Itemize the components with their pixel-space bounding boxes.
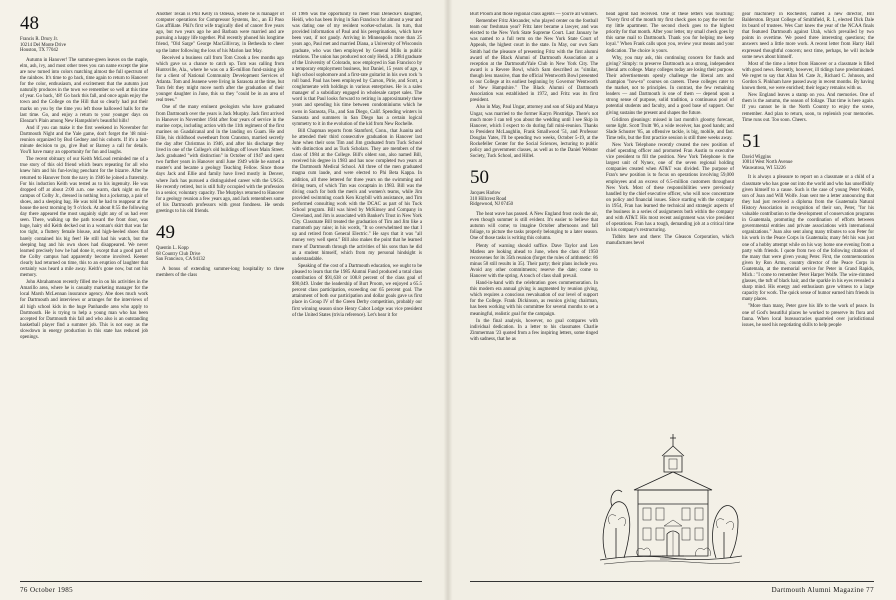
class-secretary-address-49: Quentin L. Kopp 68 Country Club Drive San Francisco, CA 94132 [156,246,206,263]
paragraph: "More than many, Peter gave his life to the work of peace. In one of God's beautiful places he worked to preserve its flora and fauna. When local bureaucracies quarreled over jurisdictional issues, he used his negotiating skills to help people [742,304,874,328]
class-number-50: 50 [470,167,489,189]
right-column-3 [742,12,874,572]
paragraph: Another Texan is Phil Kelly in Odessa, where he is manager of computer operations for Compressor Systems, Inc., an El Paso Gas affiliate. Phil's first wife tragically died of cancer five years ago, but two years ago he and Barbara were married and are pursuing a happy life together. Phil recently phoned his longtime friend, "Old Sarge" George MacGillivray, in Bethesda to cheer up the latter following the loss of his Marion last May. [156,12,284,54]
paragraph: A bonus of extending summer-long hospitality to three members of the class [156,266,284,278]
footer-rule [20,581,422,582]
right-column-1 [470,12,598,572]
paragraph: And if you can make it the first weekend in November for Dartmouth Night and the Yale game, don't forget the '48 mini-reunion organized by Bud Gedney and his cohorts. If it's a last-minute decision to go, give Bud or Barney a call for details. You'll have many an opportunity for fun and laughs. [20,125,148,156]
paragraph: Plenty of warning should suffice. Dave Taylor and Len Matless are looking ahead to June, when the class of 1950 reconvenes for its 35th reunion (forget the rules of arithmetic: 86 minus 50 still results in 35). Their party; their plans include you. Avoid any other commitments; reserve the date; come to Hanover with the spring. A touch of class shall prevail. [470,243,598,279]
paragraph: Gridiron gleanings: missed in last month's gloomy forecast, some light. Scott Truitt '86, a wide receiver, has good hands; and Slade Schuster '85, an offensive tackle, is big, mobile, and fast. Time tells, but the first practice session is still three weeks away. [606,117,734,141]
paragraph: head agent had received. One of these letters was touching: "Every first of the month my first check goes to pay the rent for my little apartment. The second check goes to the highest priority for that month. After your letter, my small check goes by this same mail to Dartmouth. Thank you for helping me keep loyal." When Frank calls upon you, review your means and your dedication. The choice is yours. [606,12,734,54]
paragraph: Why, you may ask, this continuing concern for funds and giving? Simply: to preserve Dartmouth as a strong, independent liberal arts college. Many colleges today are losing their purpose. Their advertisements openly challenge the liberal arts and champion "how-to" courses on careers. These colleges cater to the market, not to principles. In contrast, the few remaining leaders — and Dartmouth is one of them — depend upon a strong sense of purpose, solid tradition, a continuous pool of potential students and faculty, and a good base of support. Our giving sustains the present and shapes the future. [606,55,734,116]
paragraph: Also in May, Paul Ungar, attorney and son of Skip and Manya Ungar, was married to the former Karyn Pinstridge. There's not much more I can tell you about the wedding until I see Skip in Hanover, which I expect to do during fall mini-reunion. Thanks to President McLaughlin, Frank Smallwood '51, and Professor Douglas Yates, I'll be spending two weeks, October 5-19, at the Rockefeller Center for the Social Sciences, lecturing to public policy and government classes, as well as to the Daniel Webster Society, Tuck School, and Hillel. [470,105,598,160]
paragraph: It is always a pleasure to report on a classmate or a child of a classmate who has gone out into the world and who has unselfishly given himself to a cause. Such is the case of young Peter Wolfe, son of Joan and Will Wolfe. Joan sent me a letter announcing that they had just received a diploma from the Guatemala Natural History Association in recognition of their son, Peter, "for his valuable contribution to the development of conservation programs in Guatemala, promoting the coordination of efforts between governmental entities and private associations with international organizations." Joan also sent along many tributes to son Peter for his work in the Peace Corps in Guatemala; many felt his was just one of a hobby attempt while on his way home one evening from a party with friends. I quote from two of the following citations of the many that were given young Peter. First, the commemoration given by Ron Arms, country director of the Peace Corps in Guatemala, at the memorial service for Peter in Grand Rapids, Mich.: "I come to remember Peter Harper Wolfe. The wire-rimmed glasses, the tuft of black hair, and the sparkle in his eyes revealed a sharp mind. His energy and enthusiasm gave witness to a large capacity for work. The quick sense of humor earned him friends in many places. [742,175,874,303]
class-secretary-address-48: Francis R. Drury Jr. 10214 Del Monte Drive Houston, TX 77042 [20,37,66,54]
page-folio-left: 76 October 1985 [20,586,74,594]
footer-rule [470,581,874,582]
class-secretary-address-50: Jacques Harlow 310 Hillcrest Road Ridgewood, NJ 07450 [470,191,514,208]
class-number-49: 49 [156,222,175,244]
class-number-51: 51 [742,130,761,152]
left-column-2 [156,12,284,572]
left-column-1 [20,12,148,572]
paragraph: Remember Fritz Alexander, who played center on the football team our freshman year? Fritz later became a lawyer, and was elected to the New York State Supreme Court. Last January he was named to a full term on the New York State Court of Appeals, the highest court in the state. In May, our own Sam Smith had the pleasure of presenting Fritz with the first alumni award of the Black Alumni of Dartmouth Association at a reception at the Dartmouth/Yale Club in New York City. The award is a Revere Bowl, which Sam described as "similar, though less massive, than the official Wentworth Bowl presented to our College at its earliest beginning by Governor Wentworth of New Hampshire." The Black Alumni of Dartmouth Association was established in 1972, and Fritz was its first president. [470,19,598,104]
paragraph: The recent obituary of our Keith McLoud reminded me of a true story of this old friend which bears repeating for all who knew him and his fun-loving penchant for the bizarre. After he returned to Hanover from the navy in 1946 he joined a fraternity. For his induction Keith was tested as to his ingenuity. He was dropped off at about 2:00 a.m. one warm, dark night on the campus of Colby Jr., dressed in nothing but a jockstrap, a pair of shoes, and a sleeping bag. He was told he had to reappear at the house the next morning by 9 o'clock. At about 8:55 the following day there appeared the most ungainly sight any of us had ever seen. There, walking up the path toward the front door, was huge, hairy old Keith decked out in a woman's skirt that was far too tight, a fluttery female blouse, and high-heeled shoes that barely contained his big feet! He still had his watch, but the sleeping bag and his own shoes had disappeared. We never learned precisely how he had done it, except that a good part of the Colby campus had apparently become involved. Keener clearly had returned on time, this to an eruption of laughter that certainly was heard a mile away. Keith's gone now, but not his memory. [20,157,148,279]
paragraph: Tidbits here and there: The Gleason Corporation, which manufactures bevel [606,235,734,247]
paragraph: Hand-in-hand with the celebration goes commemoration. In this modern era annual giving is augmented by reunion giving, which requires a conscious reevaluation of our level of support for the College. Frank Dickinson, as reunion giving chairman, has been working with his committee for several months to set a meaningful, realistic goal for the campaign. [470,281,598,317]
page-folio-right: Dartmouth Alumni Magazine 77 [771,586,874,594]
paragraph: Received a business call from Tom Crook a few months ago which gave us a chance to catch up. Tom was calling from Huntsville, Ala., where he was on a $5-million fund-raising job for a client of National Community Development Services of Atlanta. Tom and Jeanene were living in Sarasota at the time, but Tom felt they might move north after the graduation of their younger daughter in June, this so they "could be in an area of real trees." [156,55,284,104]
paragraph: Speaking of the cost of a Dartmouth education, we ought to be pleased to learn that the 1985 Alumni Fund produced a total class contribution of $91,638 or 108.8 percent of the class goal of $90,049. Under the leadership of Burt Proom, we enjoyed a 65.5 percent class participation, exceeding our 65 percent goal. The attainment of both our participation and dollar goals gave us first place in Group IV of the Green Derby competition, probably our first winning season since Henry Cabot Lodge was vice president of the United States (trivia reference). Let's hear it for [292,263,422,318]
paragraph: Bill Chapman reports from Stamford, Conn., that Juanita and he attended their third consecutive graduation in Hanover last June when their sons Tim and Jim graduated from Tuck School with distinction and as Tuck Scholars. They are members of the class of 1984 at the College. Bill's oldest son, also named Bill, received his degree in 1983 and has now completed two years at the Dartmouth Medical School. All three of the men graduated magna cum laude, and were elected to Phi Beta Kappa. In addition, all three lettered for three years on the swimming and diving team, of which Tim was cocaptain in 1983. Bill was the diving coach for both the men's and women's teams, while Jim provided swimming coach Ken Kraybill with assistance, and Tim performed consulting work with the DCAC as part of his Tuck School program. Bill was hired by McKinsey and Company in Cleveland, and Jim is associated with Banker's Trust in New York City. Classmate Bill treated the graduation of Tim and Jim like a mammoth pay raise; in his words, "It so overwhelmed me that I up and retired from General Electric." He says that it was "all money very well spent." Bill also makes the point that he learned more of Dartmouth through the activities of his sons than he did as a student himself, which from my personal hindsight is understandable. [292,128,422,262]
paragraph: One of the many eminent geologists who have graduated from Dartmouth over the years is Jack Murphy. Jack first arrived in Hanover in November 1944 after four years of service in the marine corps, including action with the 11th regiment of the first marines on Guadalcanal and in the landing on Guam. He and Ellie, his childhood sweetheart from Cranston, married secretly the day after Christmas in 1946, and after his discharge they lived in one of the College's old buildings off lower Main Street. Jack graduated "with distinction" in October of 1947 and spent two further years in Hanover until June 1949 while he earned a master's and became a geology Teaching Fellow. Since those days Jack and Ellie and family have lived mostly in Denver, where Jack has pursued a distinguished career with the USGS. He recently retired, but is still fully occupied with the profession in a senior, voluntary capacity. The Murphys returned to Hanover for a geology reunion a few years ago, and Jack remembers some of his Dartmouth professors with great fondness. He sends greetings to his old friends. [156,105,284,214]
paragraph: Most of the time a letter from Hanover or a classmate is filled with good news. Recently, however, ill tidings have predominated. We regret to say that Allan M. Cate Jr., Richard C. Johnson, and Gordon S. Pinkham have passed away in recent months. By having known them, we were enriched; their legacy remains with us. [742,61,874,92]
campus-building-illustration [598,428,744,566]
right-column-2 [606,12,734,432]
class-secretary-address-51: David Wiggins 10014 West North Avenue Wauwatosa, WI 53226 [742,154,793,171]
right-page [448,0,896,600]
paragraph: gear machinery in Rochester, named a new director, Bill Balderston. Bryant College of Smithfield, R. I., elected Dick Dale its board of trustees. Wes Carr knew the year of the NCAA finals that featured Dartmouth against Utah, which prevailed by two points in overtime. We posed three interesting questions; the answers need a little more work. A recent letter from Harry Hall expressed thoughtful concern; next time, perhaps, he will include some news about himself. [742,12,874,60]
paragraph: In the final analysis, however, no goal compares with individual dedication. In a letter to his classmates Charlie Zimmerman '23 quoted from a few inspiring letters, some tinged with sadness, that he as [470,318,598,342]
paragraph: John Abrahamson recently filled me in on his activities in the Amarillo area, where he is casualty marketing manager for the local Marsh McLennan insurance agency. Abe does much work for Dartmouth and interviews or arranges for the interviews of all high school kids in the huge Panhandle area who apply to Dartmouth. He is trying to help a young man who has been accepted for Dartmouth this fall and who also is an outstanding basketball player find a summer job. This is not easy as the slowdown in energy production in this state has reduced job openings. [20,280,148,340]
left-column-3 [292,12,422,572]
paragraph: Autumn in Hanover! The summer-green leaves on the maple, elm, ash, ivy, and most other trees you can name except the pine are now turned into colors matching almost the full spectrum of the rainbow. It's time to go back, time again to return to Hanover for the color, enthusiasm, and excitement that the autumn just naturally produces in the town we remember so well at this time of year. Go back, '48! Go back this fall, and once again enjoy the town and the College on the Hill that so clearly had put their marks on you by the time you left those hallowed halls for the last time. Go, and enjoy a return to your younger days on Eleazar's Plain among New Hampshire's beautiful hills! [20,57,148,124]
paragraph: Burt Proom and those regional class agents — you're all winners. [470,12,598,17]
paragraph: New England leaves a stamp on you. And memories. One of them is the autumn, the season of foliage. That time is here again. If you cannot be in the North Country to enjoy the scene, remember. And plan to return, soon, to replenish your memories. Time runs out. Too soon. Cheers. [742,93,874,123]
class-number-48: 48 [20,13,39,34]
paragraph: New York Telephone recently created the new position of chief operating officer and promoted Fran Austin to executive vice president to fill the position. New York Telephone is the largest unit of Nynex, one of the seven regional holding companies created when AT&T was divided. The purpose of Fran's new position is to focus on operations involving 59,000 employees and an excess of 6.5-million customers throughout New York. Most of these responsibilities were previously handled by the chief executive officer, who will now concentrate on policy and financial issues. Since starting with the company in 1954, Fran has learned the technical and strategic aspects of the business in a series of assignments both within the company and with AT&T. His most recent assignment was vice president of operations. Fran has a tough, demanding job at a critical time in his company's restructuring. [606,142,734,234]
paragraph: of 1986 was the opportunity to meet Paul Denecke's daughter, Heidi, who has been living in San Francisco for almost a year and was dating one of my resident worker-scholars. In turn, that provided information of Paul and his peregrinations, which have been vast, if not gaudy. Arriving in Minneapolis more than 25 years ago, Paul met and married Diana, a University of Wisconsin graduate, who was then employed by General Mills in public relations. The union has produced not only Heidi, a 1984 graduate of the University of Colorado, now employed in San Francisco by a temporary employment business, but Daniel, 15 years of age, a high school sophomore and a first-rate guitarist in his own rock 'n roll band. Paul has been employed by Carson, Pirie, and Scott, a conglomerate with holdings in various enterprises. He is a sales manager of a subsidiary engaged in wholesale carpet sales. The word is that Paul looks forward to retiring in approximately three years and spending his time between condominiums which he owns in Sarasota, Fla., and San Diego, Calif. Spending winters in Sarasota and summers in San Diego has a certain logical symmetry to it in the evolution of the kid from New Rochelle. [292,12,422,127]
paragraph: The heat wave has passed. A New England frost cools the air, even though summer is still evident. It's easier to believe that autumn will come; to imagine October afternoons and fall foliage, to picture the tasks properly belonging to a later season. One of those tasks is writing this column. [470,212,598,242]
